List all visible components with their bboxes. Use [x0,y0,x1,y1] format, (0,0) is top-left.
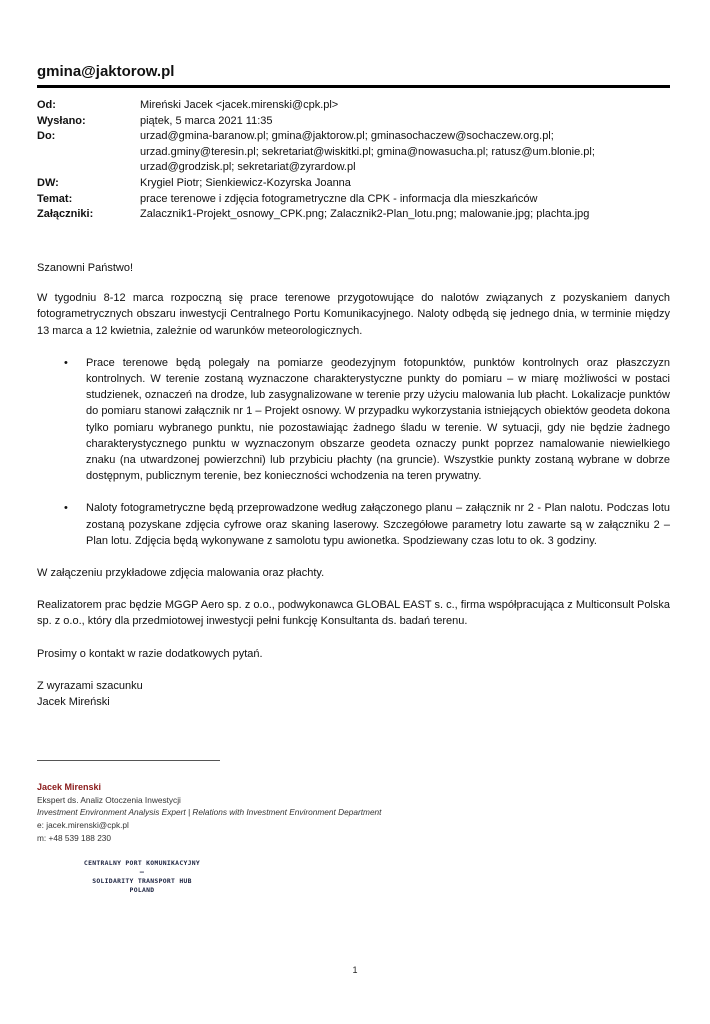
page-number: 1 [352,965,358,975]
cpk-logo [37,859,247,895]
bullet-text: Prace terenowe będą polegały na pomiarze geodezyjnym fotopunktów, punktów kontrolnych oraz płaszczyzn kontrolnych. W terenie zostaną wyznaczone charakterystyczne punkty do pomiaru – w miarę możliwości w postaci studzienek, oznaczeń na drodze, lub zasygnalizowane w terenie przy użyciu malowania lub płacht. Lokalizacje punktów do pomiaru stanowi załącznik nr 1 – Projekt osnowy. W przypadku wykorzystania istniejących obiektów geodeta dokona tylko pomiaru wybranego punktu, nie pozostawiając żadnego śladu w terenie. W sytuacji, gdy nie będzie żadnego charakterystycznego punktu w wyznaczonym obszarze geodeta oznaczy punkt poprzez namalowanie niewielkiego znaku (na utwardzonej powierzchni) lub przybiciu płachty (na gruncie). Wszystkie punkty zostaną wybrane w dobrze dostępnym, publicznym terenie, bez konieczności wchodzenia na teren prywatny. [86,356,670,483]
logo-dash: — [139,868,145,876]
header-value: Krygiel Piotr; Sienkiewicz-Kozyrska Joanna [140,176,351,189]
logo-line-1: CENTRALNY PORT KOMUNIKACYJNY [83,859,201,867]
header-value: piątek, 5 marca 2021 11:35 [140,114,273,127]
header-label: Temat: [37,192,73,205]
list-item [37,500,670,549]
header-label: Załączniki: [37,208,94,221]
bullet-icon: • [64,502,68,515]
bullet-list [37,355,670,549]
header-row-from [37,98,670,114]
email-header [37,98,670,223]
title-rule [37,85,670,88]
header-row-to [37,129,670,176]
header-label: Od: [37,99,56,111]
header-row-cc [37,176,670,192]
sender-name: Jacek Mireński [37,696,110,709]
header-row-attachments [37,207,670,223]
logo-line-2: SOLIDARITY TRANSPORT HUB [92,877,192,885]
header-row-subject [37,192,670,208]
header-row-sent [37,114,670,130]
email-body [37,260,670,710]
signature-block [37,781,381,845]
intro-paragraph: W tygodniu 8-12 marca rozpoczną się prace terenowe przygotowujące do nalotów związanych z pozyskaniem danych fotogrametrycznych obszaru inwestycji Centralnego Portu Komunikacyjnego. Naloty odbędą się jednego dnia, w terminie między 13 marca a 12 kwietnia, zależnie od warunków meteorologicznych. [37,292,670,337]
contractor-paragraph: Realizatorem prac będzie MGGP Aero sp. z o.o., podwykonawca GLOBAL EAST s. c., firma współpracująca z Multiconsult Polska sp. z o.o., który dla przedmiotowej inwestycji pełni funkcję Konsultanta ds. badań terenu. [37,599,670,628]
greeting: Szanowni Państwo! [37,262,133,274]
logo-line-3: POLAND [129,886,155,894]
signature-name: Jacek Mirenski [37,782,102,792]
signature-title-pl: Ekspert ds. Analiz Otoczenia Inwestycji [37,794,181,805]
signature-email: e: jacek.mirenski@cpk.pl [37,820,129,831]
contact-paragraph: Prosimy o kontakt w razie dodatkowych pytań. [37,647,263,660]
list-item [37,355,670,485]
header-label: Do: [37,130,56,143]
header-value: Mireński Jacek <jacek.mirenski@cpk.pl> [140,99,339,111]
bullet-text: Naloty fotogrametryczne będą przeprowadzone według załączonego planu – załącznik nr 2 - Plan nalotu. Podczas lotu zostaną pozyskane zdjęcia cyfrowe oraz skaning laserowy. Szczegółowe parametry lotu zawarte są w załączniku 2 – Plan lotu. Zdjęcia będą wykonywane z samolotu typu awionetka. Spodziewany czas lotu to ok. 3 godziny. [86,502,670,547]
bullet-icon: • [64,356,68,369]
closing: Z wyrazami szacunku [37,679,143,692]
header-label: Wysłano: [37,114,86,127]
header-value: urzad@gmina-baranow.pl; gmina@jaktorow.pl; gminasochaczew@sochaczew.org.pl; urzad.gminy@teresin.pl; sekretariat@wiskitki.pl; gmina@nowasucha.pl; ratusz@um.blonie.pl; urzad@grodzisk.pl; sekretariat@zyrardow.pl [140,130,595,174]
header-label: DW: [37,176,59,189]
header-value: Zalacznik1-Projekt_osnowy_CPK.png; Zalacznik2-Plan_lotu.png; malowanie.jpg; plachta.jpg [140,208,590,221]
header-value: prace terenowe i zdjęcia fotogrametryczne dla CPK - informacja dla mieszkańców [140,192,538,205]
signature-title-en: Investment Environment Analysis Expert | Relations with Investment Environment Department [37,807,382,818]
attachments-paragraph: W załączeniu przykładowe zdjęcia malowania oraz płachty. [37,567,325,580]
mailbox-title: gmina@jaktorow.pl [37,63,175,80]
signature-divider [37,760,220,761]
signature-phone: m: +48 539 188 230 [37,832,112,843]
